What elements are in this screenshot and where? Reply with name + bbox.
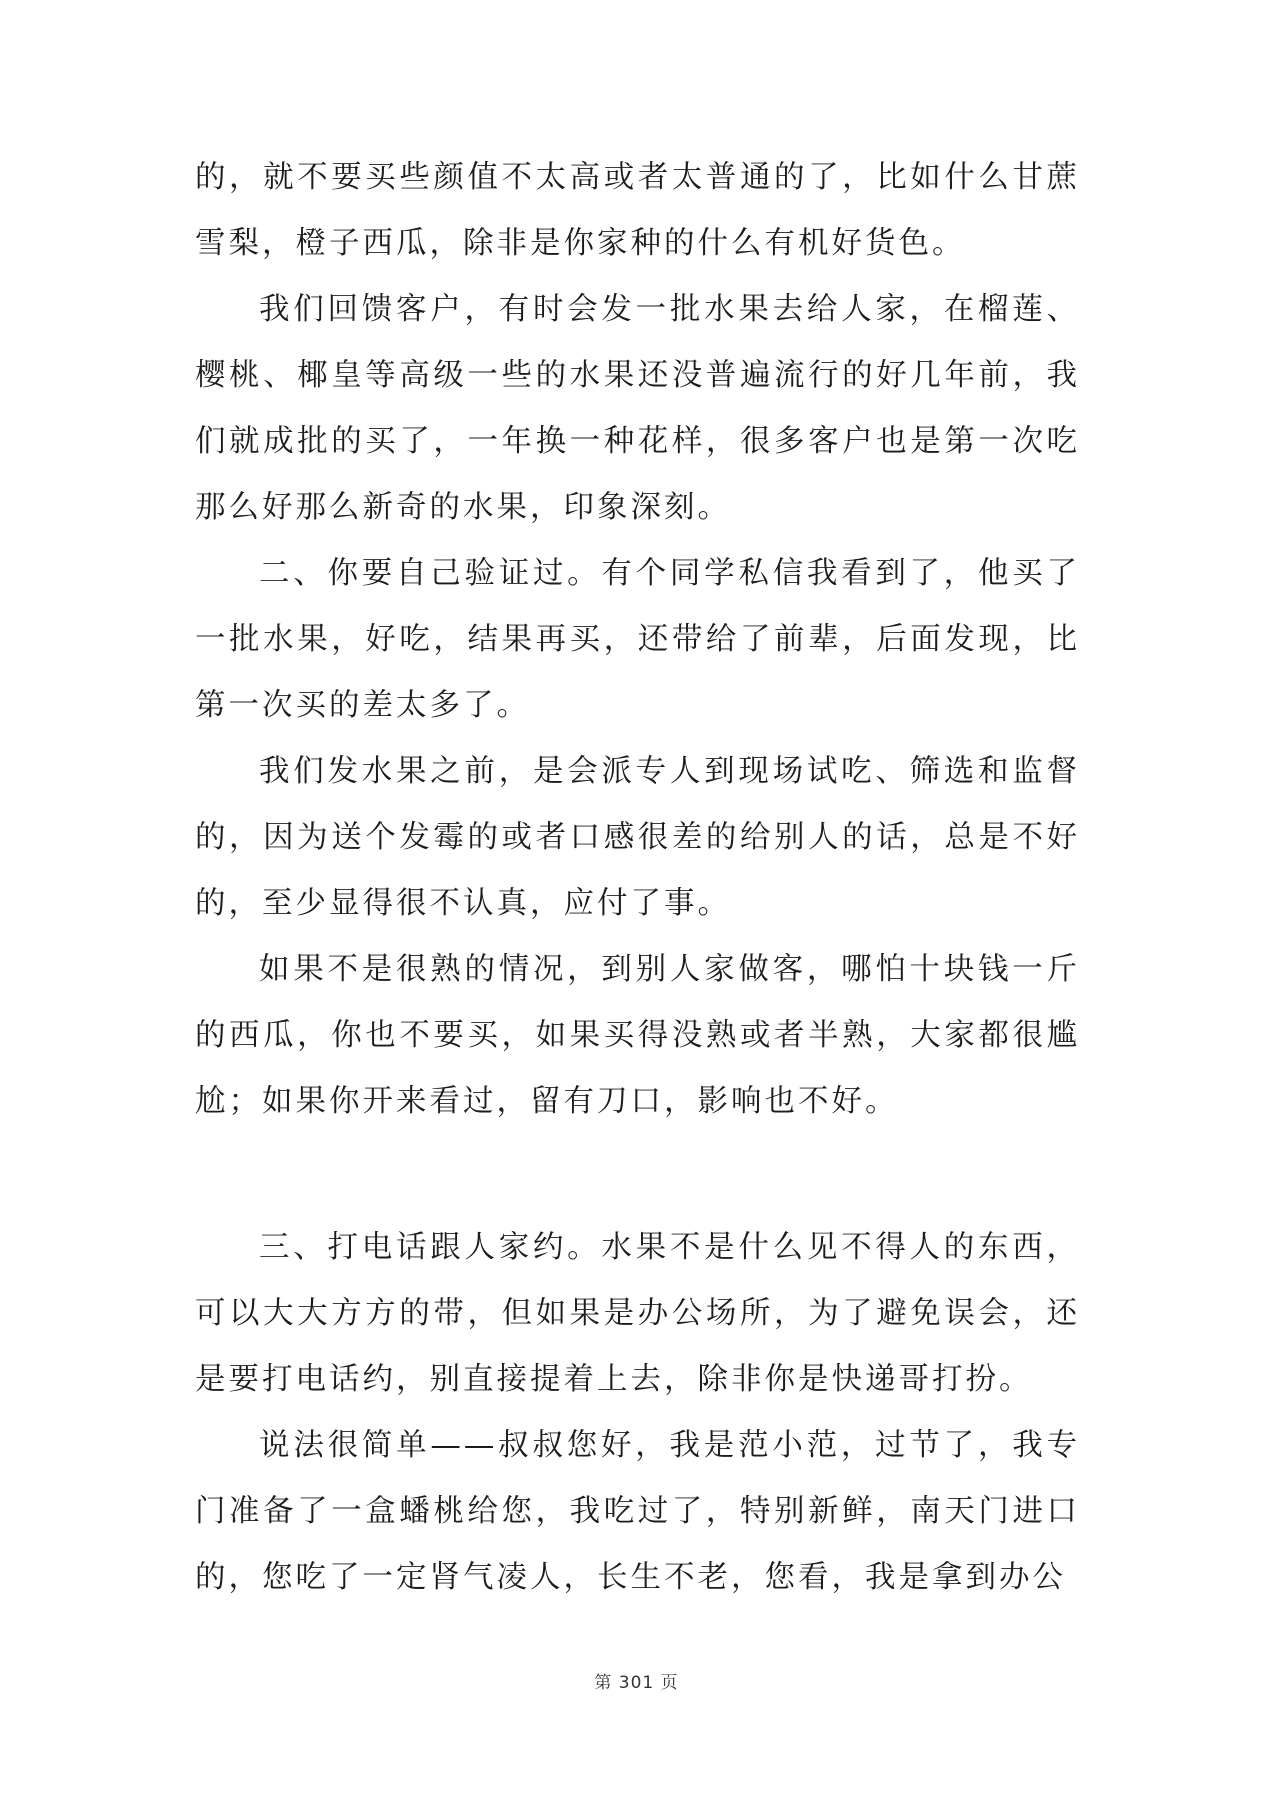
page-number-prefix: 第	[594, 1673, 613, 1693]
paragraph: 我们回馈客户，有时会发一批水果去给人家，在榴莲、樱桃、椰皇等高级一些的水果还没普遍流行的好几年前，我们就成批的买了，一年换一种花样，很多客户也是第一次吃那么好那么新奇的水果，印象深刻。	[195, 292, 1080, 525]
body-text-top	[195, 145, 1080, 1135]
paragraph: 的，就不要买些颜值不太高或者太普通的了，比如什么甘蔗雪梨，橙子西瓜，除非是你家种的什么有机好货色。	[195, 160, 1080, 261]
paragraph: 二、你要自己验证过。有个同学私信我看到了，他买了一批水果，好吃，结果再买，还带给了前辈，后面发现，比第一次买的差太多了。	[195, 556, 1080, 723]
paragraph: 如果不是很熟的情况，到别人家做客，哪怕十块钱一斤的西瓜，你也不要买，如果买得没熟或者半熟，大家都很尴尬；如果你开来看过，留有刀口，影响也不好。	[195, 952, 1080, 1119]
page-footer	[0, 1668, 1273, 1693]
paragraph: 三、打电话跟人家约。水果不是什么见不得人的东西，可以大大方方的带，但如果是办公场所，为了避免误会，还是要打电话约，别直接提着上去，除非你是快递哥打扮。	[195, 1230, 1080, 1397]
page-number-suffix: 页	[660, 1673, 679, 1693]
paragraph: 我们发水果之前，是会派专人到现场试吃、筛选和监督的，因为送个发霉的或者口感很差的给别人的话，总是不好的，至少显得很不认真，应付了事。	[195, 754, 1080, 921]
page-number: 301	[618, 1673, 655, 1693]
body-text-bottom	[195, 1215, 1080, 1611]
paragraph: 说法很简单——叔叔您好，我是范小范，过节了，我专门准备了一盒蟠桃给您，我吃过了，特别新鲜，南天门进口的，您吃了一定肾气凌人，长生不老，您看，我是拿到办公	[195, 1428, 1080, 1595]
